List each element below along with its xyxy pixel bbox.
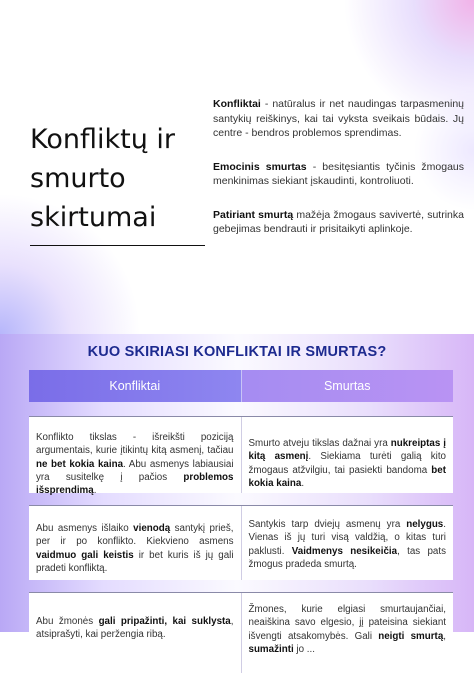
table-row: [29, 416, 453, 497]
comparison-section: [0, 334, 474, 655]
comparison-title: KUO SKIRIASI KONFLIKTAI IR SMURTAS?: [87, 344, 387, 360]
table-cell-conflicts: Abu žmonės gali pripažinti, kai suklysta, atsiprašyti, kai peržengia ribą.: [29, 593, 241, 673]
table-cell-conflicts: Abu asmenys išlaiko vienodą santykį prieš, per ir po konflikto. Kiekvieno asmens vaidmuo gali keistis ir bet kuris iš jų gali pradeti konfliktą.: [29, 506, 241, 580]
header-violence: Smurtas: [242, 370, 454, 402]
table-cell-violence: Smurto atveju tikslas dažnai yra nukreiptas į kitą asmenį. Siekiama turėti galią kito žmogaus atžvilgiu, tai pasiekti bandoma bet kokia kaina.: [241, 417, 454, 493]
intro-section: [0, 0, 474, 334]
table-cell-conflicts: Konflikto tikslas - išreikšti poziciją argumentais, kurie įtikintų kitą asmenį, tačiau ne bet kokia kaina. Abu asmenys labiausiai yra susitelkę į pačios problemos išsprendimą.: [29, 417, 241, 493]
definition-emotional-violence: Emocinis smurtas - besitęsiantis tyčinis žmogaus menkinimas siekiant įskaudinti, kontroliuoti.: [213, 160, 464, 187]
table-row: [29, 505, 453, 580]
title-divider: [30, 245, 205, 246]
table-cell-violence: Žmones, kurie elgiasi smurtaujančiai, neaiškina savo elgesio, jį pateisina siekiant išvengti atsakomybės. Gali neigti smurtą, sumažinti jo ...: [241, 593, 454, 673]
page-title: Konfliktų ir smurto skirtumai: [30, 124, 176, 233]
definitions: [213, 97, 464, 256]
table-cell-violence: Santykis tarp dviejų asmenų yra nelygus. Vienas iš jų turi visą valdžią, o kitas turi paklusti. Vaidmenys nesikeičia, tas pats žmogus pradeda smurtą.: [241, 506, 454, 580]
definition-conflicts: Konfliktai - natūralus ir net naudingas tarpasmeninų santykių reiškinys, kai tai vyksta sveikais būdais. Jų centre - bendros problemos sprendimas.: [213, 98, 464, 139]
definition-experiencing-violence: Patiriant smurtą mažėja žmogaus savivertė, sutrinka gebejimas bendrauti ir prisitaikyti aplinkoje.: [213, 208, 464, 235]
header-conflicts: Konfliktai: [29, 370, 242, 402]
table-header: [29, 370, 453, 402]
comparison-table: [29, 370, 453, 673]
table-row: [29, 592, 453, 673]
